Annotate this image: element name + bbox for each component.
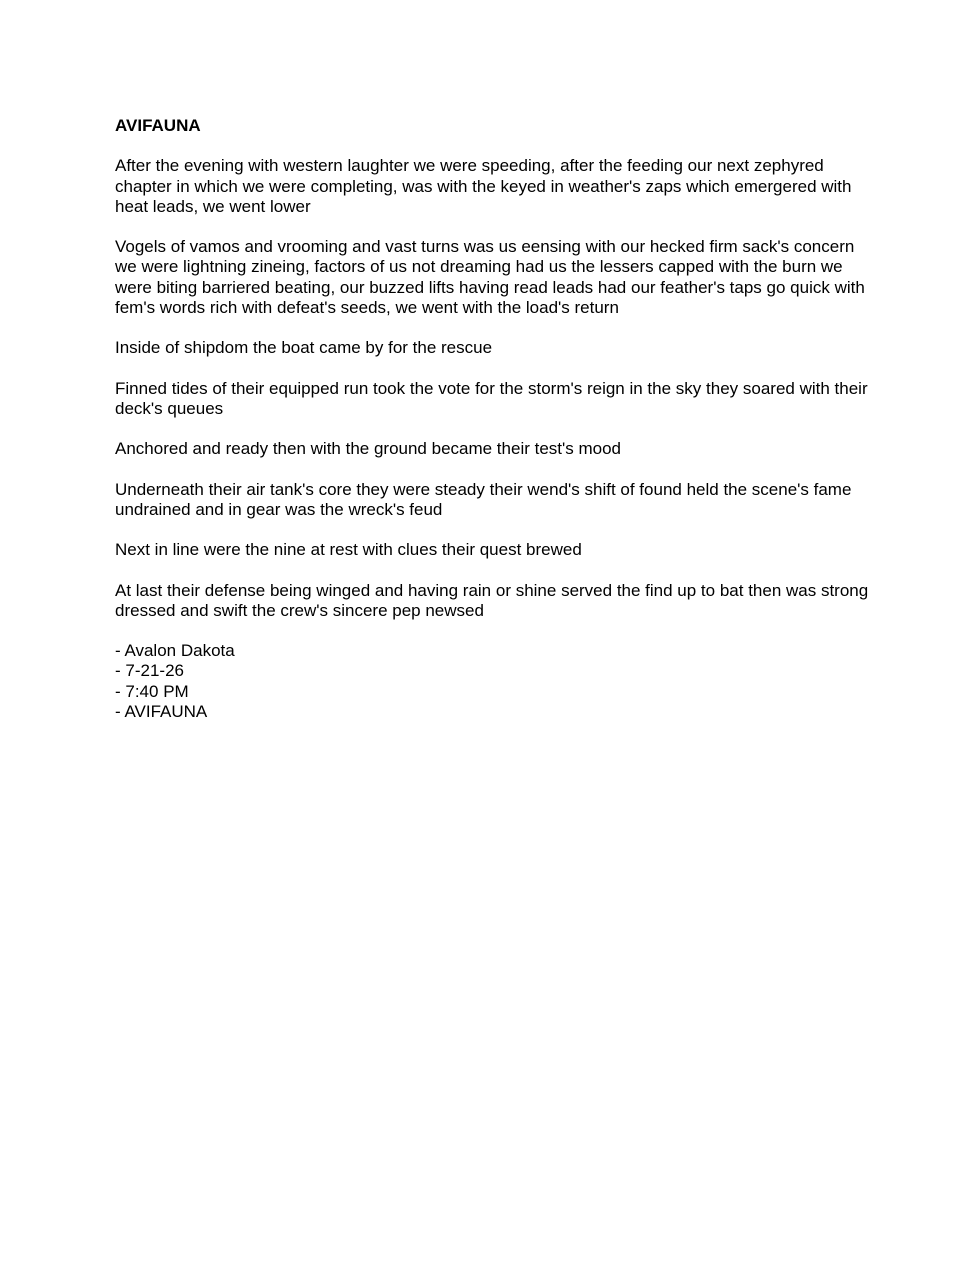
paragraph: Vogels of vamos and vrooming and vast turns was us eensing with our hecked firm sack's concern we were lightning zineing, factors of us not dreaming had us the lessers capped with the burn we were biting barriered beating, our buzzed lifts having read leads had our feather's taps go quick with fem's words rich with defeat's seeds, we went with the load's return [115, 237, 865, 317]
document-body [115, 116, 875, 722]
paragraph: Finned tides of their equipped run took the vote for the storm's reign in the sky they soared with their deck's queues [115, 378, 868, 418]
paragraph: At last their defense being winged and having rain or shine served the find up to bat then was strong dressed and swift the crew's sincere pep newsed [115, 580, 869, 620]
document-title: AVIFAUNA [115, 116, 201, 135]
signature-date: - 7-21-26 [115, 661, 184, 681]
paragraph: Next in line were the nine at rest with clues their quest brewed [115, 540, 582, 560]
paragraph: After the evening with western laughter we were speeding, after the feeding our next zephyred chapter in which we were completing, was with the keyed in weather's zaps which emergered with heat leads, we went lower [115, 156, 852, 216]
paragraph: Underneath their air tank's core they were steady their wend's shift of found held the scene's fame undrained and in gear was the wreck's feud [115, 479, 852, 519]
signature-time: - 7:40 PM [115, 681, 189, 701]
paragraph: Inside of shipdom the boat came by for the rescue [115, 338, 493, 358]
signature-title: - AVIFAUNA [115, 701, 208, 721]
signature-author: - Avalon Dakota [115, 641, 235, 661]
signature-block [115, 641, 875, 722]
paragraph: Anchored and ready then with the ground became their test's mood [115, 439, 621, 459]
